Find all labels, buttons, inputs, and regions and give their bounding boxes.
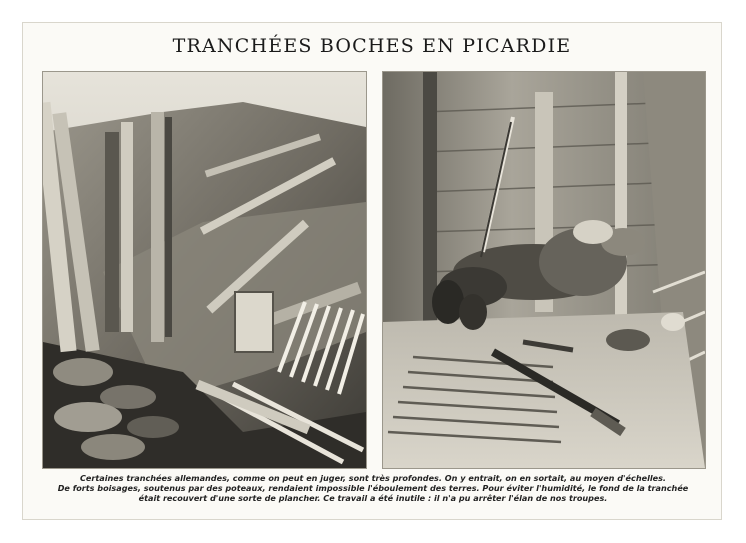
left-photo-illustration [43,72,366,468]
magazine-page [22,22,722,520]
caption-line-3: était recouvert d'une sorte de plancher. Ce travail a été inutile : il n'a pu arrêter l'élan de nos troupes. [138,493,608,503]
photo-caption [51,473,695,503]
page-title: TRANCHÉES BOCHES EN PICARDIE [172,35,572,57]
right-photo-illustration [383,72,705,468]
right-trench-photo [382,71,706,469]
caption-line-2: De forts boisages, soutenus par des poteaux, rendaient impossible l'éboulement des terres. Pour éviter l'humidité, le fond de la tranchée [57,483,689,493]
left-trench-photo [42,71,367,469]
caption-line-1: Certaines tranchées allemandes, comme on peut en juger, sont très profondes. On y entrait, on en sortait, au moyen d'échelles. [79,473,667,483]
